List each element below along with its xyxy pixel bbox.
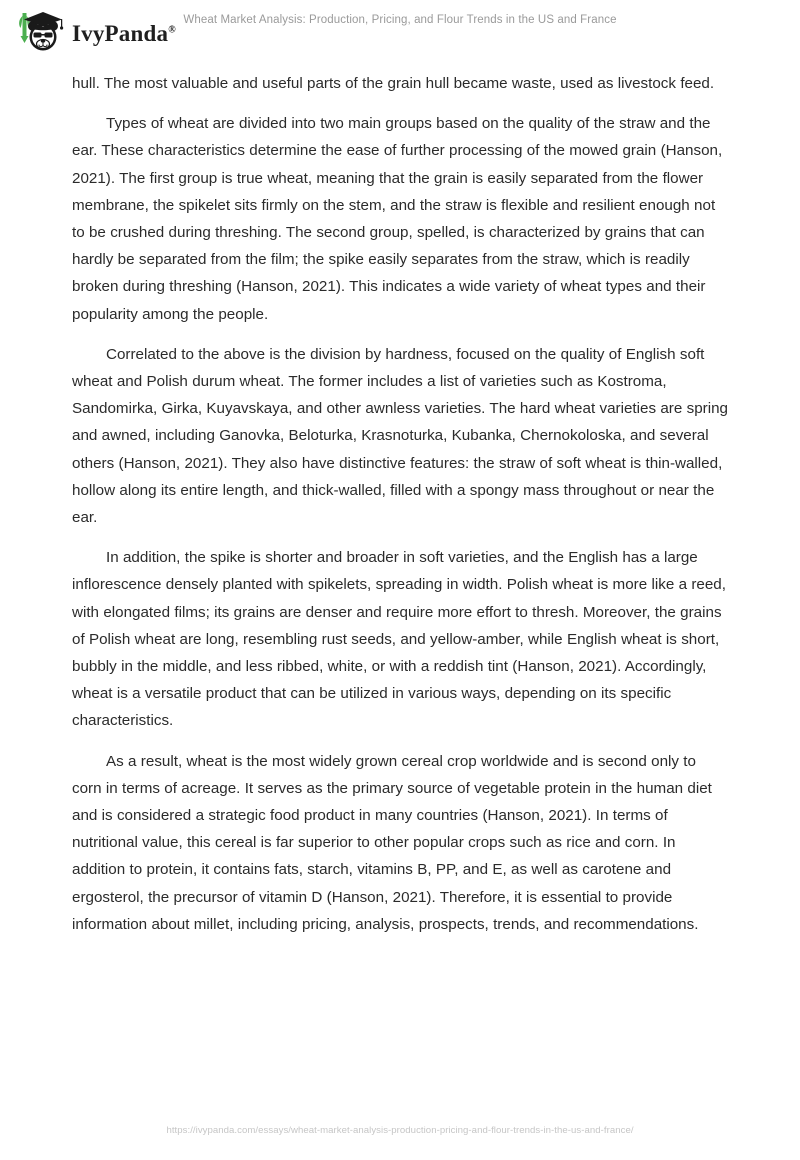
document-body <box>72 70 728 951</box>
document-title: Wheat Market Analysis: Production, Pricing, and Flour Trends in the US and France <box>183 14 617 26</box>
paragraph: In addition, the spike is shorter and broader in soft varieties, and the English has a large inflorescence densely planted with spikelets, spreading in width. Polish wheat is more like a reed, with elongated films; its grains are denser and require more effort to thresh. Moreover, the grains of Polish wheat are long, resembling rust seeds, and yellow-amber, while English wheat is short, bubbly in the middle, and less ribbed, white, or with a reddish tint (Hanson, 2021). Accordingly, wheat is a versatile product that can be utilized in various ways, depending on its specific characteristics. <box>72 549 726 730</box>
page-footer <box>0 1120 800 1138</box>
brand-name-text: IvyPanda <box>72 20 169 46</box>
paragraph: hull. The most valuable and useful parts of the grain hull became waste, used as livestock feed. <box>72 75 715 92</box>
paragraph: Types of wheat are divided into two main groups based on the quality of the straw and the ear. These characteristics determine the ease of further processing of the mowed grain (Hanson, 2021). The first group is true wheat, meaning that the grain is easily separated from the flower membrane, the spikelet sits firmly on the stem, and the straw is flexible and resilient enough not to be crushed during threshing. The second group, spelled, is characterized by grains that can hardly be separated from the film; the spike easily separates from the straw, which is readily broken during threshing (Hanson, 2021). This indicates a wide variety of wheat types and their popularity among the people. <box>72 115 723 323</box>
paragraph: Correlated to the above is the division by hardness, focused on the quality of English soft wheat and Polish durum wheat. The former includes a list of varieties such as Kostroma, Sandomirka, Girka, Kuyavskaya, and other awnless varieties. The hard wheat varieties are spring and awned, including Ganovka, Beloturka, Krasnoturka, Kubanka, Chernokoloska, and several others (Hanson, 2021). They also have distinctive features: the straw of soft wheat is thin-walled, hollow along its entire length, and thick-walled, filled with a spongy mass throughout or near the ear. <box>72 345 728 527</box>
source-url[interactable]: https://ivypanda.com/essays/wheat-market-analysis-production-pricing-and-flour-trends-in-the-us-and-france/ <box>166 1125 634 1136</box>
page-header <box>0 0 800 62</box>
registered-trademark-symbol: ® <box>168 23 176 35</box>
paragraph: As a result, wheat is the most widely grown cereal crop worldwide and is second only to corn in terms of acreage. It serves as the primary source of vegetable protein in the human diet and is considered a strategic food product in many countries (Hanson, 2021). In terms of nutritional value, this cereal is far superior to other popular crops such as rice and corn. In addition to protein, it contains fats, starch, vitamins B, PP, and E, as well as carotene and ergosterol, the precursor of vitamin D (Hanson, 2021). Therefore, it is essential to provide information about millet, including pricing, analysis, prospects, trends, and recommendations. <box>72 752 712 933</box>
